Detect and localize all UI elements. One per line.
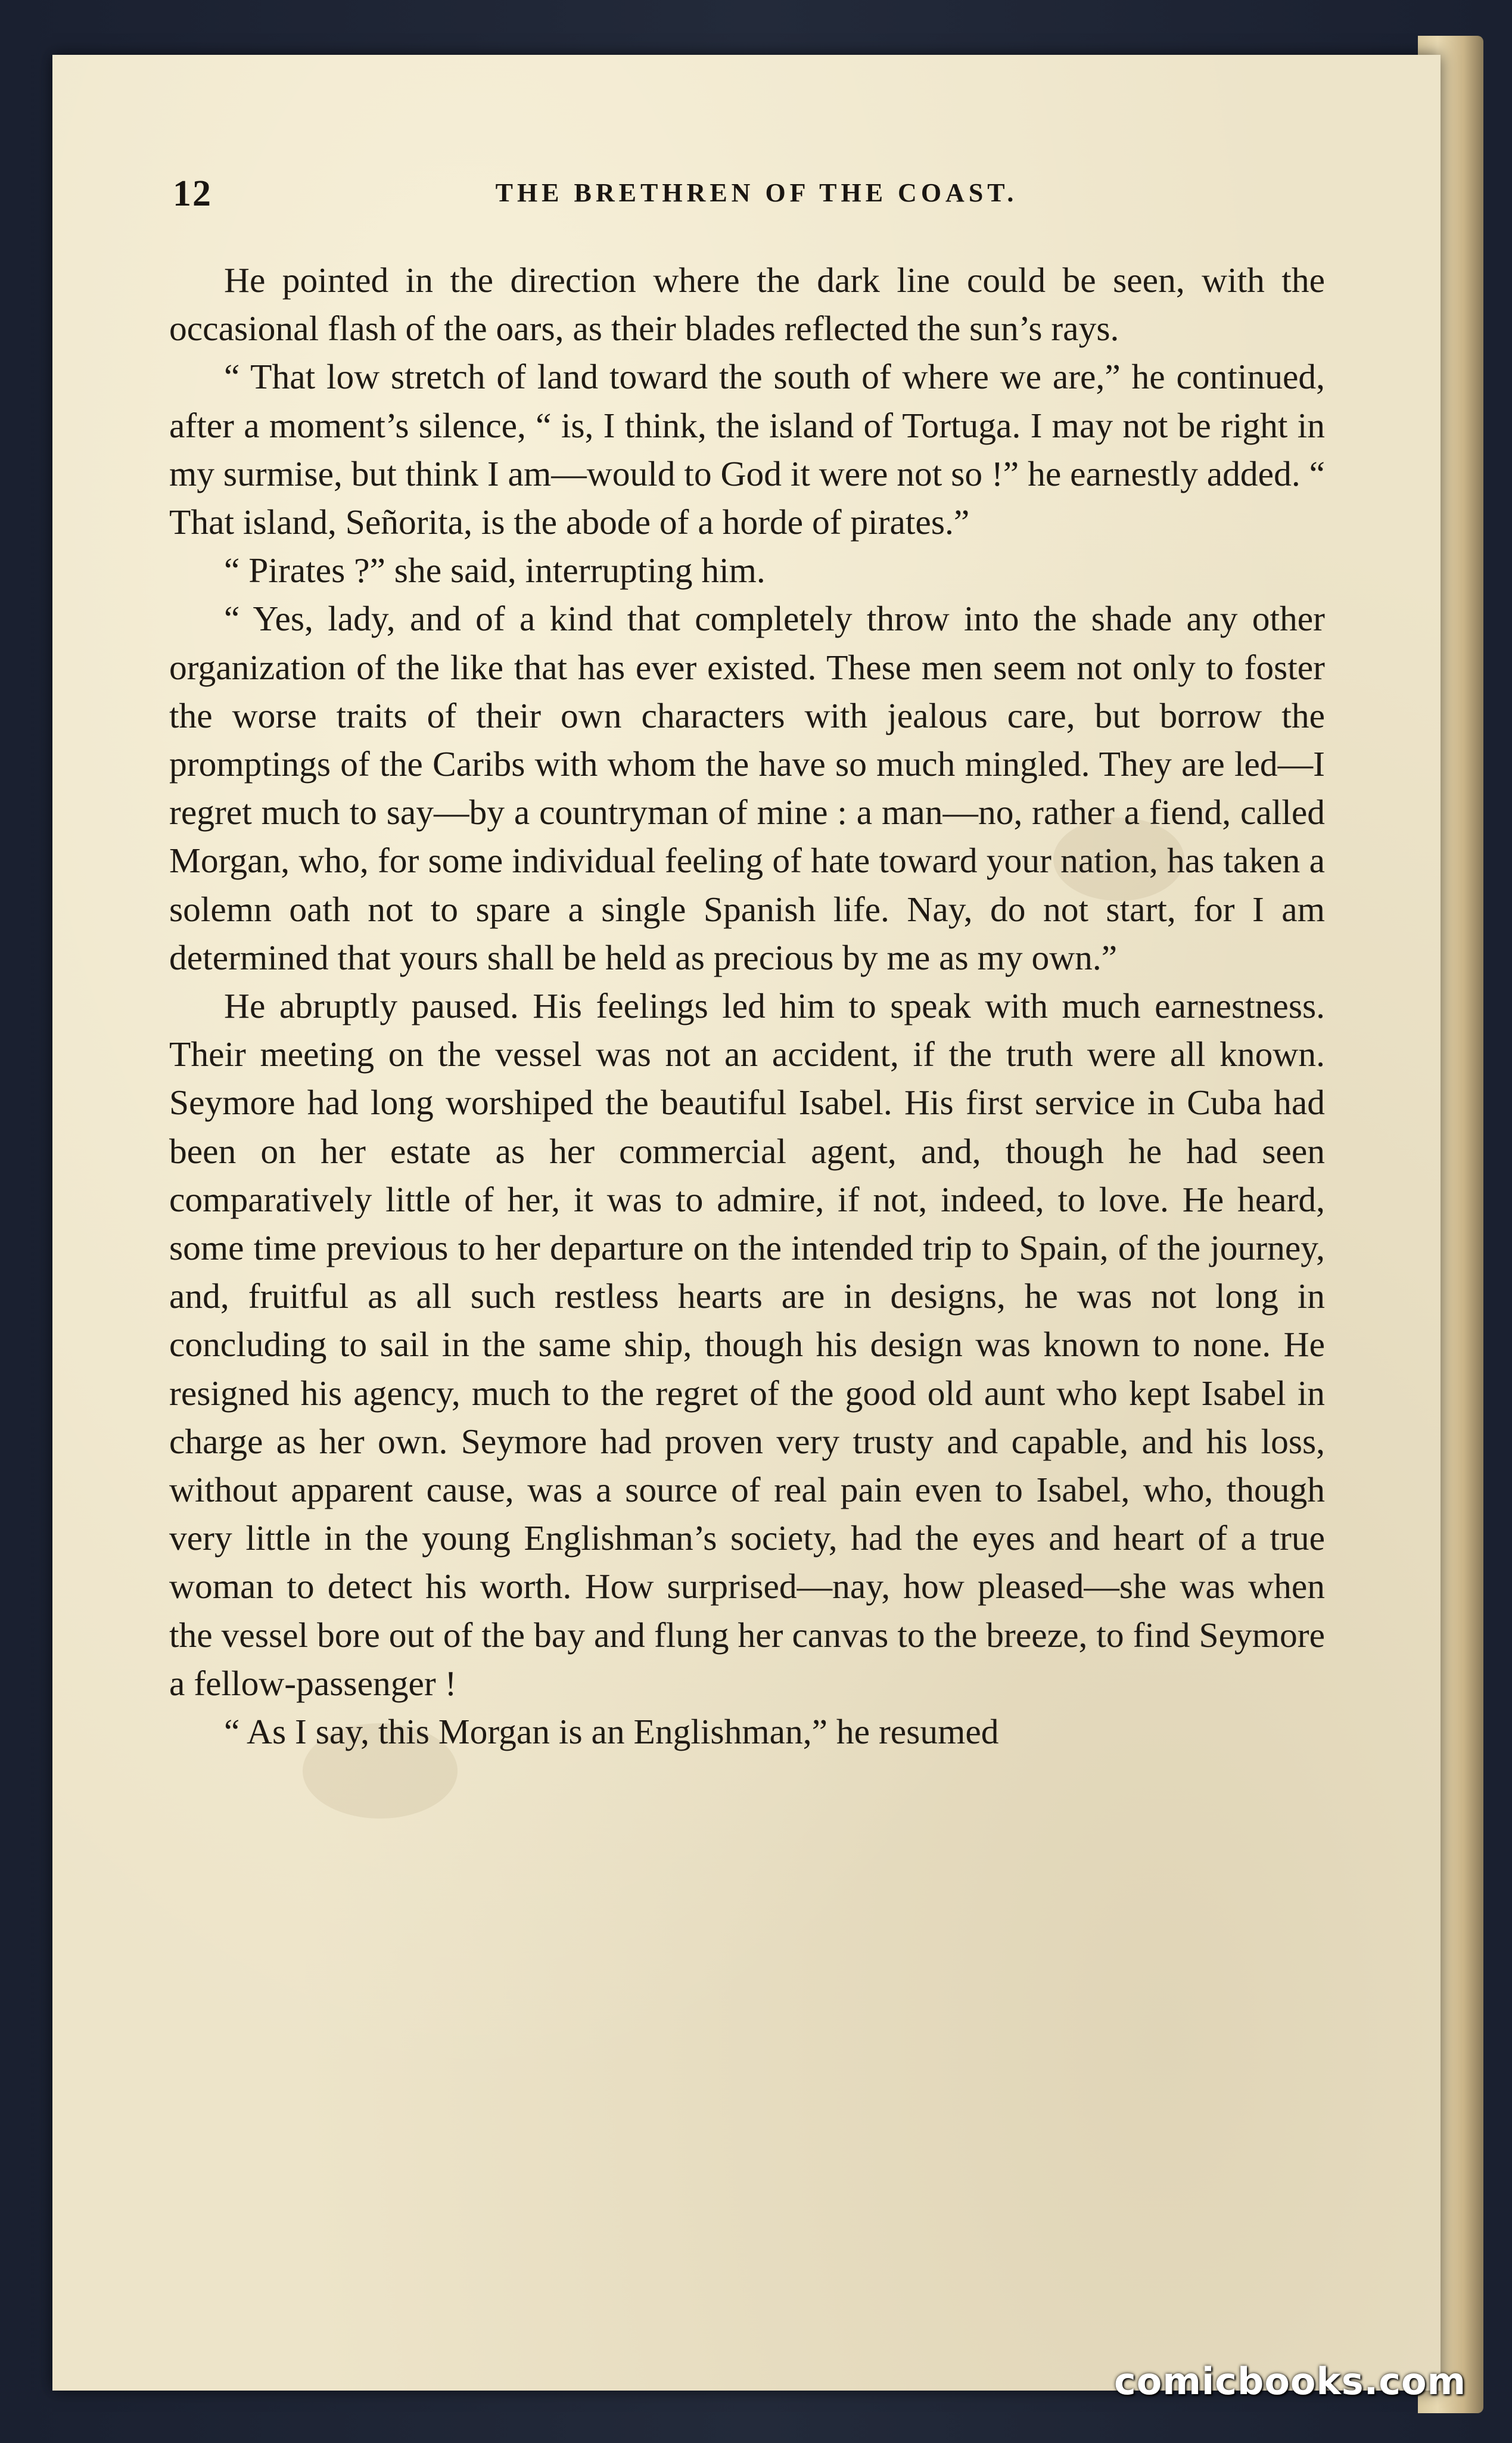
body-text [169, 256, 1325, 1756]
watermark: comicbooks.com [1114, 2360, 1467, 2403]
page-number: 12 [173, 173, 212, 214]
paragraph: “ Pirates ?” she said, interrupting him. [224, 551, 766, 590]
paragraph: “ As I say, this Morgan is an Englishman,” he resumed [224, 1712, 999, 1752]
paragraph: He abruptly paused. His feelings led him to speak with much earnestness. Their meeting on the vessel was not an accident, if the truth were all known. Seymore had long worshiped the beautiful Isabel. His first service in Cuba had been on her estate as her commercial agent, and, though he had seen comparatively little of her, it was to admire, if not, indeed, to love. He heard, some time previous to her departure on the intended trip to Spain, of the journey, and, fruitful as all such restless hearts are in designs, he was not long in concluding to sail in the same ship, though his design was known to none. He resigned his agency, much to the regret of the good old aunt who kept Isabel in charge as her own. Seymore had proven very trusty and capable, and his loss, without apparent cause, was a source of real pain even to Isabel, who, though very little in the young Englishman’s society, had the eyes and heart of a true woman to detect his worth. How surprised—nay, how pleased—she was when the vessel bore out of the bay and flung her canvas to the breeze, to find Seymore a fellow-passenger ! [169, 986, 1325, 1703]
paragraph: “ Yes, lady, and of a kind that completely throw into the shade any other organization of the like that has ever existed. These men seem not only to foster the worse traits of their own characters with jealous care, but borrow the promptings of the Caribs with whom the have so much mingled. They are led—I regret much to say—by a countryman of mine : a man—no, rather a fiend, called Morgan, who, for some individual feeling of hate toward your nation, has taken a solemn oath not to spare a single Spanish life. Nay, do not start, for I am determined that yours shall be held as precious by me as my own.” [169, 599, 1325, 977]
paragraph: He pointed in the direction where the dark line could be seen, with the occasional flash of the oars, as their blades reflected the sun’s rays. [169, 260, 1325, 349]
running-head: THE BRETHREN OF THE COAST. [495, 178, 1018, 207]
page-header [173, 173, 1340, 220]
paragraph: “ That low stretch of land toward the south of where we are,” he continued, after a moment’s silence, “ is, I think, the island of Tortuga. I may not be right in my surmise, but think I am—would to God it were not so !” he earnestly added. “ That island, Señorita, is the abode of a horde of pirates.” [169, 357, 1325, 542]
